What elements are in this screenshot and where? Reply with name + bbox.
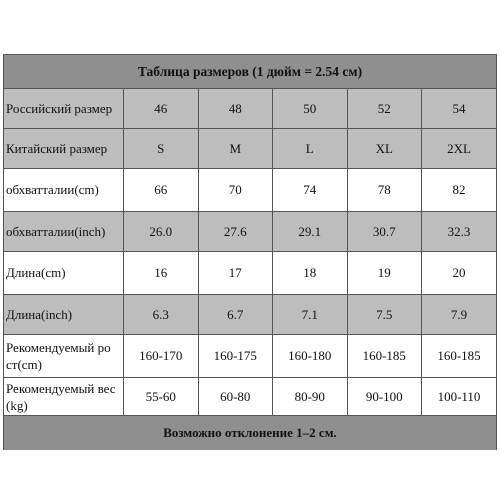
table-cell: 160-170 [124, 335, 199, 378]
table-cell: L [273, 129, 348, 169]
row-label: Длина(inch) [4, 295, 124, 335]
table-cell: 27.6 [198, 212, 273, 252]
table-cell: 48 [198, 89, 273, 129]
table-cell: 60-80 [198, 378, 273, 416]
table-cell: 80-90 [273, 378, 348, 416]
table-cell: 17 [198, 252, 273, 295]
table-cell: XL [347, 129, 422, 169]
table-cell: 90-100 [347, 378, 422, 416]
table-cell: 6.7 [198, 295, 273, 335]
table-cell: M [198, 129, 273, 169]
table-cell: 46 [124, 89, 199, 129]
table-row [4, 129, 496, 169]
table-cell: 18 [273, 252, 348, 295]
row-label: Длина(cm) [4, 252, 124, 295]
table-row [4, 89, 496, 129]
row-label: Рекомендуемый ро ст(cm) [4, 335, 124, 378]
table-cell: 55-60 [124, 378, 199, 416]
table-cell: 52 [347, 89, 422, 129]
table-cell: 2XL [422, 129, 497, 169]
table-cell: 7.1 [273, 295, 348, 335]
table-cell: 160-180 [273, 335, 348, 378]
row-label: Рекомендуемый вес (kg) [4, 378, 124, 416]
table-cell: 160-185 [347, 335, 422, 378]
size-chart-title: Таблица размеров (1 дюйм = 2.54 см) [4, 55, 496, 89]
table-row [4, 335, 496, 378]
table-cell: 54 [422, 89, 497, 129]
table-cell: 50 [273, 89, 348, 129]
table-row [4, 295, 496, 335]
size-table [4, 89, 496, 415]
table-cell: 160-175 [198, 335, 273, 378]
row-label: обхватталии(inch) [4, 212, 124, 252]
table-cell: 32.3 [422, 212, 497, 252]
table-cell: 7.9 [422, 295, 497, 335]
table-row [4, 169, 496, 212]
table-cell: 78 [347, 169, 422, 212]
table-cell: 82 [422, 169, 497, 212]
table-cell: 26.0 [124, 212, 199, 252]
table-cell: 20 [422, 252, 497, 295]
table-cell: 29.1 [273, 212, 348, 252]
table-row [4, 252, 496, 295]
table-cell: 70 [198, 169, 273, 212]
row-label: обхватталии(cm) [4, 169, 124, 212]
deviation-note: Возможно отклонение 1–2 см. [4, 415, 496, 450]
table-row [4, 212, 496, 252]
table-cell: 66 [124, 169, 199, 212]
table-cell: 6.3 [124, 295, 199, 335]
row-label: Российский размер [4, 89, 124, 129]
row-label: Китайский размер [4, 129, 124, 169]
table-cell: 30.7 [347, 212, 422, 252]
table-cell: 100-110 [422, 378, 497, 416]
table-cell: 16 [124, 252, 199, 295]
table-cell: 74 [273, 169, 348, 212]
table-cell: S [124, 129, 199, 169]
table-row [4, 378, 496, 416]
size-chart [3, 54, 497, 450]
table-cell: 7.5 [347, 295, 422, 335]
table-cell: 160-185 [422, 335, 497, 378]
table-cell: 19 [347, 252, 422, 295]
